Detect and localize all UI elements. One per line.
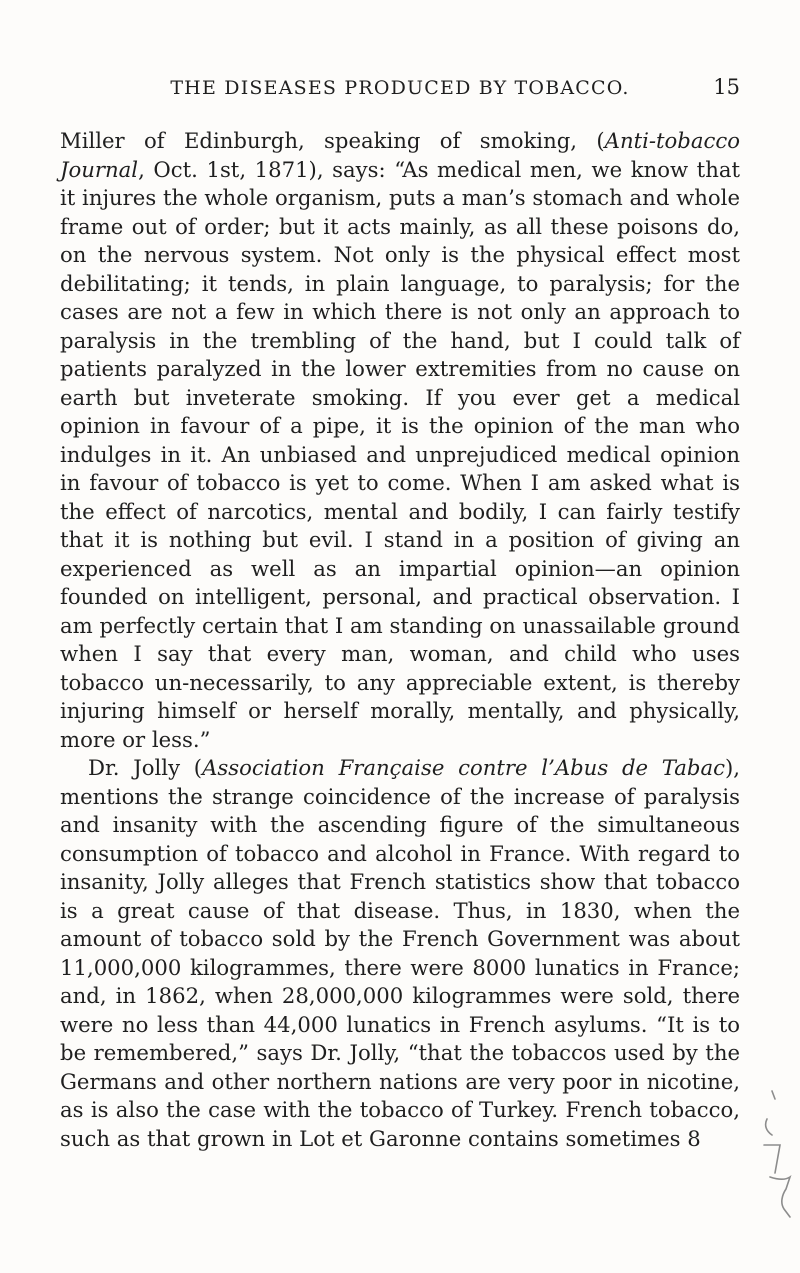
book-page [60, 75, 740, 1153]
paragraph-1-text-b: , Oct. 1st, 1871), says: “As medical men, we know that it injures the whole organism, puts a man’s stomach and whole frame out of order; but it acts mainly, as all these poisons do, on the nervous system. Not only is the physical effect most debilitating; it tends, in plain language, to paralysis; for the cases are not a few in which there is not only an approach to paralysis in the trembling of the hand, but I could talk of patients paralyzed in the lower extremities from no cause on earth but inveterate smoking. If you ever get a medical opinion in favour of a pipe, it is the opinion of the man who indulges in it. An unbiased and unprejudiced medical opinion in favour of tobacco is yet to come. When I am asked what is the effect of narcotics, mental and bodily, I can fairly testify that it is nothing but evil. I stand in a position of giving an experienced as well as an impartial opinion—an opinion founded on intelligent, personal, and practical observation. I am perfectly certain that I am standing on unassailable ground when I say that every man, woman, and child who uses tobacco un-necessarily, to any appreciable extent, is thereby injuring himself or herself morally, mentally, and physically, more or less.” [60, 156, 740, 752]
paragraph-jolly [60, 754, 740, 1153]
body-text [60, 127, 740, 1153]
running-title: THE DISEASES PRODUCED BY TOBACCO. [170, 77, 630, 99]
paragraph-2-text-b: ), mentions the strange coincidence of the increase of paralysis and insanity with the ascending figure of the simultaneous consumption of tobacco and alcohol in France. With regard to insanity, Jolly alleges that French statistics show that tobacco is a great cause of that disease. Thus, in 1830, when the amount of tobacco sold by the French Government was about 11,000,000 kilogrammes, there were 8000 lunatics in France; and, in 1862, when 28,000,000 kilogrammes were sold, there were no less than 44,000 lunatics in French asylums. “It is to be remembered,” says Dr. Jolly, “that the tobaccos used by the Germans and other northern nations are very poor in nicotine, as is also the case with the tobacco of Turkey. French tobacco, such as that grown in Lot et Garonne contains sometimes 8 [60, 755, 740, 1151]
association-title: Association Française contre l’Abus de Tabac [202, 755, 725, 780]
margin-pencil-mark [762, 1085, 798, 1225]
paragraph-miller-quote [60, 127, 740, 754]
paragraph-1-text-a: Miller of Edinburgh, speaking of smoking, ( [60, 128, 605, 153]
paragraph-2-text-a: Dr. Jolly ( [88, 755, 203, 780]
journal-title: Anti-tobacco Journal [60, 128, 740, 182]
page-number: 15 [713, 75, 740, 99]
running-head [60, 75, 740, 105]
